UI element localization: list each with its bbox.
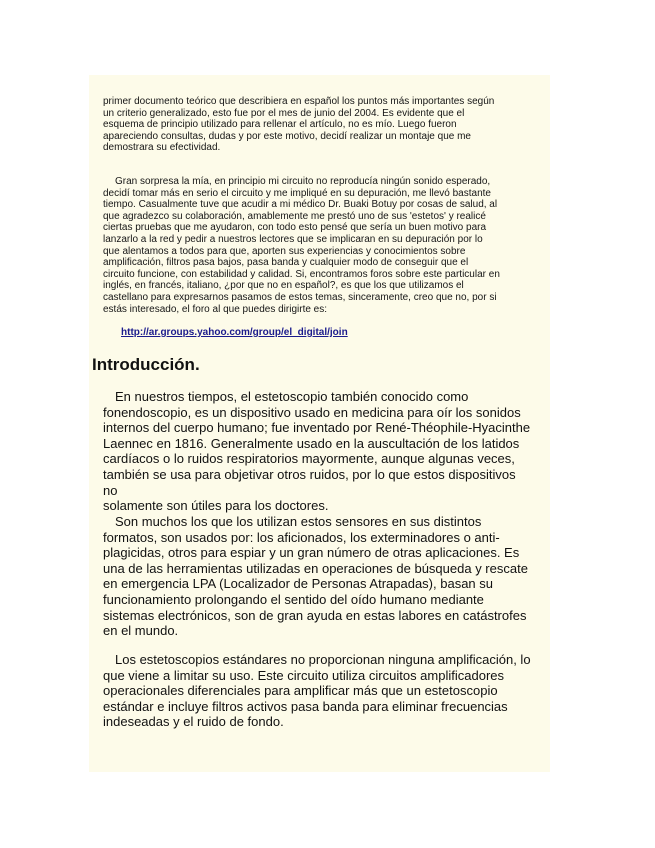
- text-line: que alentamos a todos para que, aporten sus experiencias y conocimientos sobre: [103, 245, 466, 257]
- text-line: primer documento teórico que describiera en español los puntos más importantes según: [103, 96, 495, 107]
- intro-paragraph-1: [103, 96, 528, 154]
- text-line: funcionamiento prolongando el sentido del oído humano mediante: [103, 591, 484, 607]
- text-line: cardíacos o lo ruidos respiratorios mayormente, aunque algunas veces,: [103, 451, 515, 467]
- text-line: amplificación, filtros pasa bajos, pasa banda y cualquier modo de conseguir que el: [103, 257, 469, 269]
- text-line: Laennec en 1816. Generalmente usado en la auscultación de los latidos: [103, 435, 520, 451]
- text-line: castellano para expresarnos pasamos de estos temas, sinceramente, creo que no, por si: [103, 291, 497, 303]
- text-line: en el mundo.: [103, 623, 179, 639]
- text-line: estándar e incluye filtros activos pasa banda para eliminar frecuencias: [103, 698, 508, 714]
- text-line: En nuestros tiempos, el estetoscopio también conocido como: [115, 389, 469, 404]
- text-line: sistemas electrónicos, son de gran ayuda en estas labores en catástrofes: [103, 607, 527, 623]
- forum-link[interactable]: http://ar.groups.yahoo.com/group/el_digital/join: [121, 327, 348, 338]
- text-line: un criterio generalizado, esto fue por el mes de junio del 2004. Es evidente que el: [103, 107, 465, 119]
- text-line: inglés, en francés, italiano, ¿por que no en español?, es que los que utilizamos el: [103, 280, 464, 292]
- text-line: circuito funcione, con estabilidad y calidad. Si, encontramos foros sobre este particular en: [103, 268, 500, 280]
- text-line: internos del cuerpo humano; fue inventado por René-Théophile-Hyacinthe: [103, 420, 531, 436]
- text-line: fonendoscopio, es un dispositivo usado en medicina para oír los sonidos: [103, 404, 521, 420]
- text-line: estás interesado, el foro al que puedes dirigirte es:: [103, 303, 328, 315]
- body-paragraph-3: [103, 652, 533, 730]
- body-paragraph-1: [103, 389, 533, 514]
- text-line: que agradezco su colaboración, amablemente me prestó uno de sus 'estetos' y realicé: [103, 210, 486, 222]
- text-line: plagicidas, otros para espiar y un gran número de otras aplicaciones. Es: [103, 545, 520, 561]
- text-line: formatos, son usados por: los aficionados, los exterminadores o anti-: [103, 529, 500, 545]
- text-line: Gran sorpresa la mía, en principio mi circuito no reproducía ningún sonido esperado,: [115, 176, 491, 187]
- text-line: en emergencia LPA (Localizador de Personas Atrapadas), basan su: [103, 576, 493, 592]
- text-line: tiempo. Casualmente tuve que acudir a mi médico Dr. Buaki Botuy por cosas de salud, al: [103, 199, 498, 211]
- text-line: una de las herramientas utilizadas en operaciones de búsqueda y rescate: [103, 560, 528, 576]
- text-line: operacionales diferenciales para amplificar más que un estetoscopio: [103, 683, 498, 699]
- intro-paragraph-2: [103, 176, 528, 315]
- text-line: Son muchos los que los utilizan estos sensores en sus distintos: [115, 514, 482, 529]
- text-line: esquema de principio utilizado para rellenar el artículo, no es mío. Luego fueron: [103, 119, 457, 131]
- text-line: Los estetoscopios estándares no proporcionan ninguna amplificación, lo: [115, 652, 531, 667]
- text-line: también se usa para objetivar otros ruidos, por lo que estos dispositivos no: [103, 466, 516, 498]
- text-line: indeseadas y el ruido de fondo.: [103, 714, 284, 730]
- text-line: solamente son útiles para los doctores.: [103, 498, 329, 514]
- section-heading: Introducción.: [92, 355, 200, 374]
- text-line: que viene a limitar su uso. Este circuito utiliza circuitos amplificadores: [103, 667, 505, 683]
- text-line: demostrara su efectividad.: [103, 142, 221, 154]
- text-line: decidí tomar más en serio el circuito y me impliqué en su depuración, me llevó bastante: [103, 187, 491, 199]
- text-line: apareciendo consultas, dudas y por este motivo, decidí realizar un montaje que me: [103, 130, 471, 142]
- text-line: ciertas pruebas que me ayudaron, con todo esto pensé que sería un buen motivo para: [103, 222, 487, 234]
- text-line: lanzarlo a la red y pedir a nuestros lectores que se implicaran en su depuración por lo: [103, 233, 483, 245]
- body-paragraph-2: [103, 514, 533, 639]
